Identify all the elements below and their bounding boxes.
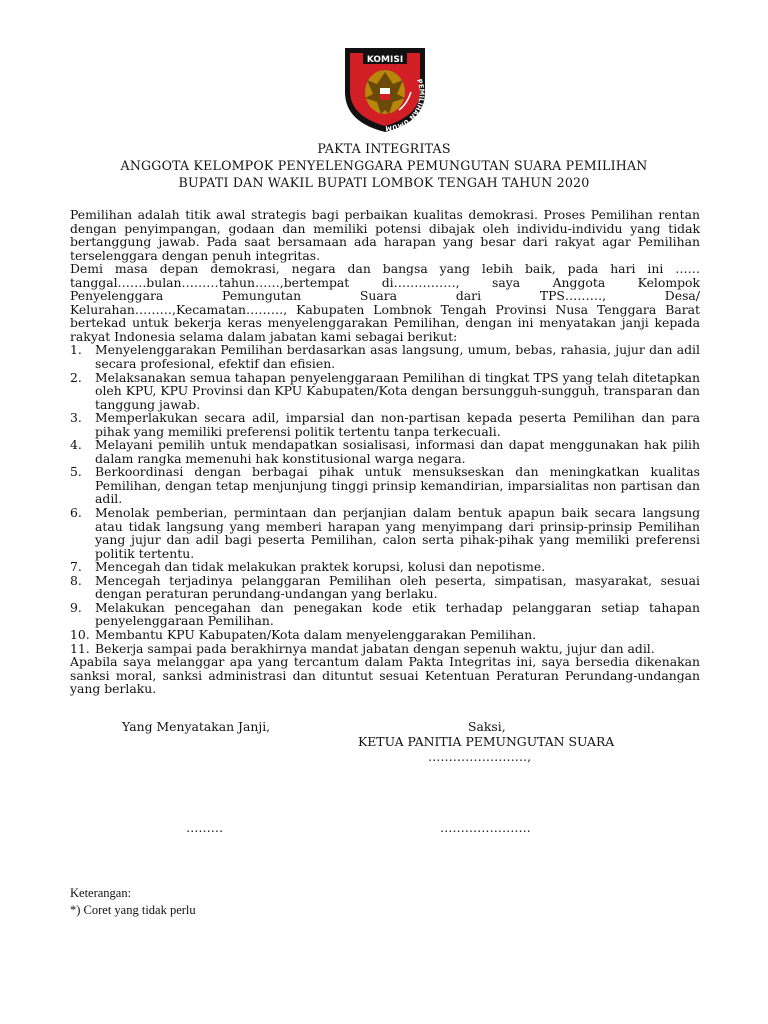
list-item xyxy=(70,642,700,656)
list-item-number: 8. xyxy=(70,572,82,588)
list-item-text: Melayani pemilih untuk mendapatkan sosialisasi, informasi dan dapat menggunakan hak pilih dalam rangka memenuhi hak konstitusional warga negara. xyxy=(95,437,700,466)
list-item-text: Membantu KPU Kabupaten/Kota dalam menyelenggarakan Pemilihan. xyxy=(95,626,537,642)
list-item-number: 6. xyxy=(70,505,82,521)
list-item-text: Melaksanakan semua tahapan penyelenggaraan Pemilihan di tingkat TPS yang telah ditetapkan oleh KPU, KPU Provinsi dan KPU Kabupaten/Kota dengan bersungguh-sungguh, transparan dan tanggung jawab. xyxy=(95,369,700,412)
witness-place-blank: ……………………, xyxy=(428,749,532,764)
list-item-number: 2. xyxy=(70,369,82,385)
list-item-number: 4. xyxy=(70,437,82,453)
notes-label: Keterangan: xyxy=(70,886,132,900)
list-item-number: 10. xyxy=(70,626,90,642)
list-item-number: 11. xyxy=(70,640,90,656)
logo-top-text: KOMISI xyxy=(366,55,404,65)
list-item-text: Berkoordinasi dengan berbagai pihak untuk mensukseskan dan meningkatkan kualitas Pemilihan, dengan tetap menjunjung tinggi prinsip kemandirian, imparsialitas non partisan dan adil. xyxy=(95,464,700,507)
kpu-emblem-icon xyxy=(337,40,433,136)
list-item-number: 7. xyxy=(70,559,82,575)
declaration-line-2: tanggal…….bulan………tahun……,bertempat di……………, saya Anggota Kelompok xyxy=(70,274,700,290)
declaration-paragraph: Kelurahan………,Kecamatan………, Kabupaten Lombnok Tengah Provinsi Nusa Tenggara Barat bertekad untuk bekerja keras menyelenggarakan Pemilihan, dengan ini menyatakan janji kepada rakyat Indonesia selama dalam jabatan kami sebagai berikut: xyxy=(70,301,700,344)
list-item xyxy=(70,343,700,370)
list-item xyxy=(70,411,700,438)
logo-bottom-text: PEMILIHAN UMUM xyxy=(385,77,426,133)
list-item xyxy=(70,506,700,560)
list-item-text: Bekerja sampai pada berakhirnya mandat jabatan dengan sepenuh waktu, jujur dan adil. xyxy=(95,640,655,656)
list-item-number: 3. xyxy=(70,410,82,426)
witness-title: KETUA PANITIA PEMUNGUTAN SUARA xyxy=(358,734,615,749)
list-item-number: 9. xyxy=(70,599,82,615)
signatory-name-blank: ……… xyxy=(186,820,224,835)
signatory-label: Yang Menyatakan Janji, xyxy=(122,719,271,734)
list-item-text: Menolak pemberian, permintaan dan perjanjian dalam bentuk apapun baik secara langsung atau tidak langsung yang memberi harapan yang menyimpang dari prinsip-prinsip Pemilihan yang jujur dan adil bagi peserta Pemilihan, calon serta pihak-pihak yang memiliki preferensi politik tertentu. xyxy=(95,505,700,561)
commitment-list xyxy=(70,343,700,655)
list-item-text: Mencegah dan tidak melakukan praktek korupsi, kolusi dan nepotisme. xyxy=(95,559,546,575)
list-item xyxy=(70,560,700,574)
list-item xyxy=(70,628,700,642)
witness-name-blank: …………………. xyxy=(440,820,531,835)
declaration-line-3: Penyelenggara Pemungutan Suara dari TPS………, Desa/ xyxy=(70,288,700,304)
witness-label: Saksi, xyxy=(468,719,506,734)
document-title: PAKTA INTEGRITAS xyxy=(317,141,451,156)
list-item-text: Menyelenggarakan Pemilihan berdasarkan asas langsung, umum, bebas, rahasia, jujur dan adil secara profesional, efektif dan efisien. xyxy=(95,342,700,372)
closing-paragraph: Apabila saya melanggar apa yang tercantum dalam Pakta Integritas ini, saya bersedia dikenakan sanksi moral, sanksi administrasi dan dituntut sesuai Ketentuan Peraturan Perundang-undangan yang berlaku. xyxy=(70,654,700,697)
intro-paragraph: Pemilihan adalah titik awal strategis bagi perbaikan kualitas demokrasi. Proses Pemilihan rentan dengan penyimpangan, godaan dan memiliki potensi dibajak oleh individu-individu yang tidak bertanggung jawab. Pada saat bersamaan ada harapan yang besar dari rakyat agar Pemilihan terselenggara dengan penuh integritas. xyxy=(70,207,700,263)
notes-text: *) Coret yang tidak perlu xyxy=(70,903,196,917)
list-item-number: 5. xyxy=(70,464,82,480)
list-item-text: Memperlakukan secara adil, imparsial dan non-partisan kepada peserta Pemilihan dan para pihak yang memiliki preferensi politik tertentu tanpa terkecuali. xyxy=(95,410,700,439)
kpu-logo xyxy=(337,40,433,136)
declaration-line-1: Demi masa depan demokrasi, negara dan bangsa yang lebih baik, pada hari ini …… xyxy=(70,261,700,277)
list-item-text: Mencegah terjadinya pelanggaran Pemilihan oleh peserta, simpatisan, masyarakat, sesuai dengan peraturan perundang-undangan yang berlaku. xyxy=(95,572,700,602)
list-item xyxy=(70,465,700,506)
list-item-number: 1. xyxy=(70,342,82,358)
document-subtitle-line1: ANGGOTA KELOMPOK PENYELENGGARA PEMUNGUTAN SUARA PEMILIHAN xyxy=(120,158,648,173)
list-item xyxy=(70,371,700,412)
list-item xyxy=(70,601,700,628)
document-subtitle-line2: BUPATI DAN WAKIL BUPATI LOMBOK TENGAH TAHUN 2020 xyxy=(178,175,590,190)
list-item xyxy=(70,574,700,601)
document-body xyxy=(70,208,700,696)
list-item xyxy=(70,438,700,465)
list-item-text: Melakukan pencegahan dan penegakan kode etik terhadap pelanggaran setiap tahapan penyelenggaraan Pemilihan. xyxy=(95,599,700,629)
